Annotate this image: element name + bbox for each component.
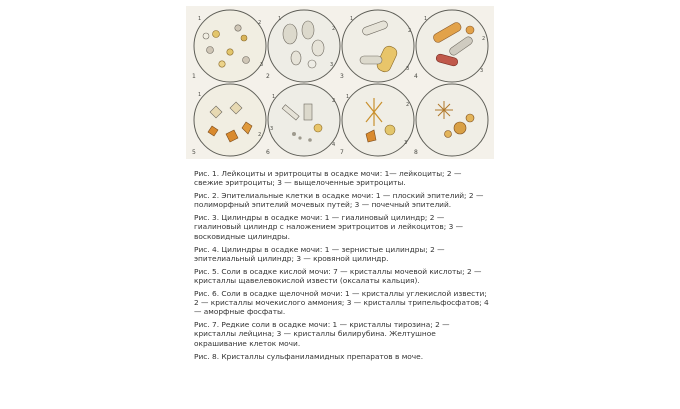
callout-label: 2 (406, 102, 410, 108)
caption-list (194, 169, 490, 364)
plate-illustration (186, 6, 494, 159)
figure-6 (268, 84, 340, 156)
figure-8 (416, 84, 488, 156)
callout-label: 1 (350, 16, 354, 22)
callout-label: 3 (406, 66, 410, 72)
callout-label: 2 (258, 20, 262, 26)
callout-label: 1 (272, 94, 276, 100)
callout-label: 3 (330, 62, 334, 68)
figure-number: 5 (192, 149, 196, 156)
callout-label: 3 (260, 62, 264, 68)
figure-caption-3: Рис. 3. Цилиндры в осадке мочи: 1 — гиалиновый цилиндр; 2 — гиалиновый цилиндр с наложением эритроцитов и лейкоцитов; 3 — восковидные цилиндры. (194, 213, 464, 241)
figure-number: 7 (340, 149, 344, 156)
figure-caption-1: Рис. 1. Лейкоциты и эритроциты в осадке мочи: 1— лейкоциты; 2 —свежие эритроциты; 3 — выщелоченные эритроциты. (194, 169, 462, 188)
figure-number: 1 (192, 73, 196, 80)
callout-label: 1 (346, 94, 350, 100)
callout-label: 3 (404, 140, 408, 146)
callout-label: 3 (480, 68, 484, 74)
callout-label: 4 (332, 142, 336, 148)
figure-caption-6: Рис. 6. Соли в осадке щелочной мочи: 1 — кристаллы углекислой извести; 2 — кристаллы мочекислого аммония; 3 — кристаллы трипельфосфатов; 4 — аморфные фосфаты. (194, 288, 489, 317)
figure-caption-2: Рис. 2. Эпителиальные клетки в осадке мочи: 1 — плоский эпителий; 2 — полиморфный эпителий мочевых путей; 3 — почечный эпителий. (194, 191, 484, 210)
figure-1 (194, 10, 266, 82)
callout-label: 2 (332, 26, 336, 32)
figure-caption-5: Рис. 5. Соли в осадке кислой мочи: 7 — кристаллы мочевой кислоты; 2 — кристаллы щавелевокислой извести (оксалаты кальция). (194, 266, 482, 285)
figure-caption-8: Рис. 8. Кристаллы сульфаниламидных препаратов в моче. (194, 351, 424, 361)
callout-label: 2 (258, 132, 262, 138)
figure-number: 3 (340, 73, 344, 80)
callout-label: 1 (424, 16, 428, 22)
callout-label: 1 (198, 16, 202, 22)
figure-5 (194, 84, 266, 156)
callout-label: 2 (332, 98, 336, 104)
callout-label: 2 (408, 28, 412, 34)
callout-label: 3 (270, 126, 274, 132)
callout-label: 1 (198, 92, 202, 98)
microscopy-plate (186, 6, 494, 159)
figure-number: 2 (266, 73, 270, 80)
callout-label: 1 (278, 16, 282, 22)
figure-number: 6 (266, 149, 270, 156)
figure-caption-7: Рис. 7. Редкие соли в осадке мочи: 1 — кристаллы тирозина; 2 — кристаллы лейцина; 3 — кристаллы билирубина. Желтушное окрашивание клеток мочи. (194, 320, 450, 348)
figure-caption-4: Рис. 4. Цилиндры в осадке мочи: 1 — зернистые цилиндры; 2 — эпителиальный цилиндр; 3 — кровяной цилиндр. (194, 244, 445, 263)
figure-number: 8 (414, 149, 418, 156)
callout-label: 2 (482, 36, 486, 42)
figure-number: 4 (414, 73, 418, 80)
